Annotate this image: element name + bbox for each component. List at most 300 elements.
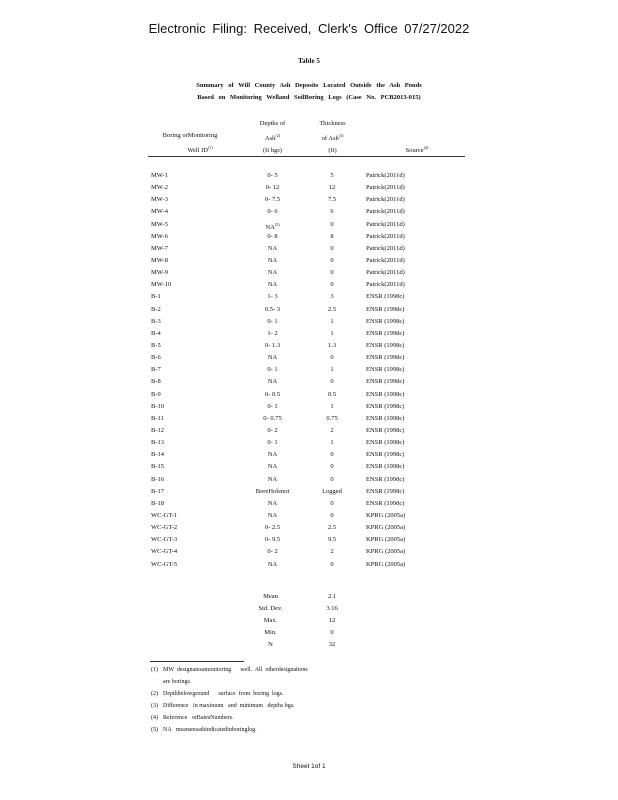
ash-depth-cell-text: NA bbox=[267, 256, 278, 264]
boring-id-cell-text: MW-3 bbox=[151, 196, 168, 204]
source-cell bbox=[366, 328, 404, 340]
source-cell-text: ENSR (1998c) bbox=[366, 475, 405, 483]
boring-id-cell-text: B-12 bbox=[151, 426, 164, 434]
ash-depth-cell-text: NA bbox=[267, 475, 278, 483]
source-cell-text: ENSR (1998c) bbox=[366, 329, 405, 337]
ash-depth-cell-text: NA bbox=[267, 451, 278, 459]
ash-thickness-cell bbox=[312, 267, 352, 279]
boring-id-cell-text: B-13 bbox=[151, 439, 164, 447]
stat-label: Min. bbox=[264, 629, 277, 637]
boring-id-cell bbox=[151, 449, 164, 461]
ash-depth-cell bbox=[250, 243, 295, 255]
source-cell-text: KPRG (2005a) bbox=[366, 560, 406, 568]
ash-depth-cell bbox=[250, 304, 295, 316]
ash-depth-cell-text: 0- 0.5 bbox=[264, 390, 281, 398]
ash-depth-cell-text: NA bbox=[267, 354, 278, 362]
boring-id-cell bbox=[151, 559, 177, 571]
source-cell bbox=[366, 376, 404, 388]
source-cell bbox=[366, 401, 404, 413]
col-header-thick-line1: Thickness bbox=[319, 120, 346, 127]
source-cell bbox=[366, 486, 404, 498]
boring-id-cell bbox=[151, 328, 161, 340]
boring-id-cell-text: MW-7 bbox=[151, 244, 168, 252]
ash-thickness-cell-text: 2.5 bbox=[327, 305, 337, 313]
boring-id-cell-text: WC-GT-5 bbox=[151, 560, 178, 568]
source-cell bbox=[366, 352, 404, 364]
ash-depth-cell-text: BoreHolenot bbox=[255, 487, 290, 495]
boring-id-cell-text: MW-6 bbox=[151, 232, 168, 240]
source-cell bbox=[366, 304, 404, 316]
ash-thickness-cell-text: 3 bbox=[330, 293, 334, 301]
stat-label: Mean bbox=[263, 593, 278, 600]
stat-value: 3.16 bbox=[326, 605, 338, 613]
ash-depth-cell-text: 0- 6 bbox=[267, 208, 278, 216]
footnote-text: Difference in maximum and minimum depths bgs. bbox=[163, 703, 295, 709]
ash-thickness-cell-text: 1 bbox=[330, 439, 334, 447]
ash-thickness-cell bbox=[312, 206, 352, 218]
boring-id-cell bbox=[151, 401, 164, 413]
boring-id-cell-text: MW-5 bbox=[151, 220, 168, 228]
stat-value: 32 bbox=[328, 641, 336, 649]
source-cell-text: ENSR (1998c) bbox=[366, 487, 405, 495]
ash-thickness-cell-text: 0 bbox=[330, 451, 334, 459]
ash-thickness-cell-text: 0 bbox=[330, 281, 334, 289]
boring-id-cell-text: MW-4 bbox=[151, 208, 168, 216]
ash-thickness-cell bbox=[312, 255, 352, 267]
ash-thickness-cell-text: 0 bbox=[330, 463, 334, 471]
footnote-continuation: are borings. bbox=[163, 679, 192, 685]
boring-id-cell bbox=[151, 437, 164, 449]
source-cell-text: KPRG (2005a) bbox=[366, 511, 406, 519]
ash-depth-cell-text: 0- 2.5 bbox=[264, 524, 281, 532]
ash-thickness-cell-text: 1 bbox=[330, 402, 334, 410]
source-cell bbox=[366, 279, 405, 291]
boring-id-cell bbox=[151, 243, 168, 255]
footnote-ref-4: (4) bbox=[423, 145, 429, 150]
ash-thickness-cell bbox=[312, 231, 352, 243]
ash-thickness-cell-text: 0 bbox=[330, 256, 334, 264]
ash-depth-cell bbox=[250, 267, 295, 279]
ash-thickness-cell bbox=[312, 170, 352, 182]
footnote-ref-3: (3) bbox=[338, 133, 344, 138]
source-cell bbox=[366, 170, 405, 182]
boring-id-cell-text: B-18 bbox=[151, 499, 164, 507]
ash-depth-cell-text: NA bbox=[267, 378, 278, 386]
ash-thickness-cell-text: 7.5 bbox=[327, 196, 337, 204]
ash-thickness-cell bbox=[312, 413, 352, 425]
col-header-depth-line2: Ash bbox=[264, 135, 276, 143]
boring-id-cell bbox=[151, 267, 168, 279]
ash-thickness-cell-text: 0 bbox=[330, 499, 334, 507]
boring-id-cell bbox=[151, 534, 177, 546]
ash-thickness-cell bbox=[312, 474, 352, 486]
col-header-source-label: Source bbox=[405, 147, 424, 155]
source-cell-text: ENSR (1998c) bbox=[366, 439, 405, 447]
ash-depth-cell bbox=[250, 461, 295, 473]
source-cell-text: Patrick(2011d) bbox=[366, 196, 405, 204]
footnote bbox=[151, 712, 411, 724]
col-header-boring-line2: Well ID bbox=[187, 147, 208, 155]
boring-id-cell bbox=[151, 170, 168, 182]
boring-id-cell-text: B-9 bbox=[151, 390, 161, 398]
ash-depth-cell-text: 0- 1 bbox=[267, 317, 278, 325]
ash-depth-cell bbox=[250, 255, 295, 267]
ash-depth-cell bbox=[250, 546, 295, 558]
source-cell bbox=[366, 425, 404, 437]
ash-thickness-cell bbox=[312, 389, 352, 401]
ash-thickness-cell-text: 2.5 bbox=[327, 524, 337, 532]
ash-thickness-cell-text: 0 bbox=[330, 354, 334, 362]
ash-thickness-cell bbox=[312, 425, 352, 437]
footnote bbox=[151, 700, 411, 712]
source-cell bbox=[366, 182, 405, 194]
source-cell bbox=[366, 194, 405, 206]
source-cell bbox=[366, 510, 405, 522]
col-header-thick-line3: (ft) bbox=[328, 147, 337, 155]
ash-depth-cell bbox=[250, 425, 295, 437]
ash-depth-cell bbox=[250, 340, 295, 352]
ash-thickness-cell bbox=[312, 498, 352, 510]
source-cell bbox=[366, 364, 404, 376]
ash-thickness-cell-text: 5 bbox=[330, 172, 334, 179]
source-cell bbox=[366, 498, 404, 510]
boring-id-cell-text: B-17 bbox=[151, 487, 164, 495]
boring-id-cell-text: WC-GT-2 bbox=[151, 524, 178, 532]
ash-depth-cell bbox=[250, 389, 295, 401]
ash-depth-cell-text: 0- 12 bbox=[265, 184, 280, 192]
boring-id-cell-text: B-15 bbox=[151, 463, 164, 471]
boring-id-cell bbox=[151, 182, 168, 194]
boring-id-cell bbox=[151, 522, 177, 534]
source-cell bbox=[366, 255, 405, 267]
source-cell bbox=[366, 449, 404, 461]
ash-thickness-cell bbox=[312, 437, 352, 449]
ash-depth-cell bbox=[250, 534, 295, 546]
ash-depth-cell bbox=[250, 316, 295, 328]
ash-depth-cell-text: 1- 2 bbox=[267, 329, 278, 337]
source-cell bbox=[366, 522, 405, 534]
ash-thickness-cell bbox=[312, 486, 352, 498]
filing-header: Electronic Filing: Received, Clerk's Office 07/27/2022 bbox=[148, 21, 470, 36]
ash-thickness-cell bbox=[312, 352, 352, 364]
ash-thickness-cell-text: 2 bbox=[330, 426, 334, 434]
boring-id-cell-text: B-2 bbox=[151, 305, 161, 313]
ash-thickness-cell bbox=[312, 182, 352, 194]
ash-depth-cell-text: NA bbox=[267, 244, 278, 252]
boring-id-cell bbox=[151, 498, 164, 510]
ash-depth-cell bbox=[250, 206, 295, 218]
boring-id-cell bbox=[151, 510, 177, 522]
col-header-boring bbox=[150, 130, 230, 157]
ash-thickness-cell-text: 2 bbox=[330, 548, 334, 556]
ash-depth-cell bbox=[250, 231, 295, 243]
footnote bbox=[151, 724, 411, 736]
footnote bbox=[151, 688, 411, 700]
ash-depth-cell bbox=[250, 510, 295, 522]
ash-depth-cell bbox=[250, 559, 295, 571]
boring-id-cell-text: WC-GT-4 bbox=[151, 548, 178, 556]
table-title: Table 5 bbox=[298, 57, 320, 65]
boring-id-cell-text: B-8 bbox=[151, 378, 161, 386]
boring-id-cell bbox=[151, 389, 161, 401]
stat-value: 12 bbox=[328, 617, 336, 625]
source-cell-text: ENSR (1998c) bbox=[366, 366, 405, 374]
source-cell-text: ENSR (1998c) bbox=[366, 451, 405, 459]
ash-thickness-cell-text: 6 bbox=[330, 208, 334, 216]
source-cell-text: KPRG (2005a) bbox=[366, 536, 406, 544]
ash-depth-cell bbox=[250, 522, 295, 534]
col-header-depth-line3: (ft bgs) bbox=[263, 147, 282, 155]
col-header-boring-line1: Boring orMonitoring bbox=[162, 132, 218, 139]
ash-thickness-cell-text: 1 bbox=[330, 317, 334, 325]
boring-id-cell-text: MW-10 bbox=[151, 281, 172, 289]
boring-id-cell bbox=[151, 364, 161, 376]
boring-id-cell bbox=[151, 206, 168, 218]
ash-thickness-cell bbox=[312, 376, 352, 388]
ash-depth-cell-text: 0- 0.75 bbox=[263, 414, 282, 422]
ash-thickness-cell-text: 0.75 bbox=[326, 414, 338, 422]
ash-thickness-cell bbox=[312, 559, 352, 571]
col-header-depth-line1: Depths of bbox=[259, 120, 286, 127]
ash-thickness-cell bbox=[312, 291, 352, 303]
boring-id-cell bbox=[151, 291, 161, 303]
ash-thickness-cell bbox=[312, 340, 352, 352]
source-cell-text: ENSR (1998c) bbox=[366, 402, 405, 410]
ash-depth-cell bbox=[250, 376, 295, 388]
boring-id-cell bbox=[151, 425, 164, 437]
boring-id-cell-text: B-3 bbox=[151, 317, 161, 325]
source-cell-text: ENSR (1998c) bbox=[366, 341, 405, 349]
source-cell-text: Patrick(2011d) bbox=[366, 281, 405, 289]
ash-thickness-cell bbox=[312, 364, 352, 376]
ash-thickness-cell bbox=[312, 194, 352, 206]
boring-id-cell bbox=[151, 461, 164, 473]
stat-label: Std. Dev. bbox=[258, 605, 283, 613]
ash-depth-cell-text: 0- 9.5 bbox=[264, 536, 281, 544]
table-subtitle-line1: Summary of Will County Ash Deposits Located Outside the Ash Ponds bbox=[196, 82, 422, 89]
ash-depth-cell bbox=[250, 364, 295, 376]
ash-depth-cell bbox=[250, 437, 295, 449]
boring-id-cell bbox=[151, 279, 171, 291]
ash-thickness-cell bbox=[312, 304, 352, 316]
ash-thickness-cell bbox=[312, 546, 352, 558]
col-header-thick-line2: of Ash bbox=[321, 135, 339, 143]
source-cell-text: Patrick(2011d) bbox=[366, 244, 405, 252]
ash-thickness-cell-text: 0 bbox=[330, 269, 334, 277]
ash-thickness-cell-text: 1.3 bbox=[327, 341, 337, 349]
source-cell-text: ENSR (1998c) bbox=[366, 354, 405, 362]
ash-thickness-cell bbox=[312, 534, 352, 546]
boring-id-cell-text: B-10 bbox=[151, 402, 164, 410]
source-cell-text: ENSR (1998c) bbox=[366, 499, 405, 507]
source-cell bbox=[366, 546, 405, 558]
source-cell bbox=[366, 559, 405, 571]
boring-id-cell bbox=[151, 486, 164, 498]
boring-id-cell-text: MW-2 bbox=[151, 184, 168, 192]
table-subtitle-line2: Based on Monitoring Welland SoilBoring Logs (Case No. PCB2013-015) bbox=[197, 94, 421, 101]
source-cell bbox=[366, 437, 404, 449]
ash-thickness-cell bbox=[312, 219, 352, 231]
source-cell bbox=[366, 316, 404, 328]
source-cell bbox=[366, 291, 404, 303]
ash-thickness-cell-text: 9.5 bbox=[327, 536, 337, 544]
ash-depth-cell bbox=[250, 279, 295, 291]
ash-depth-cell-text: 0- 7.5 bbox=[264, 196, 281, 204]
ash-thickness-cell-text: 0 bbox=[330, 560, 334, 568]
ash-thickness-cell-text: 0 bbox=[330, 220, 334, 228]
source-cell bbox=[366, 461, 404, 473]
boring-id-cell-text: B-1 bbox=[151, 293, 161, 301]
ash-depth-cell-text: NA bbox=[265, 223, 275, 231]
boring-id-cell-text: MW-1 bbox=[151, 172, 168, 179]
source-cell-text: Patrick(2011d) bbox=[366, 256, 405, 264]
footnotes bbox=[151, 664, 411, 736]
boring-id-cell bbox=[151, 340, 161, 352]
ash-depth-cell bbox=[250, 401, 295, 413]
ash-depth-cell bbox=[250, 291, 295, 303]
ash-depth-cell bbox=[250, 449, 295, 461]
col-header-thickness bbox=[310, 118, 355, 157]
ash-thickness-cell bbox=[312, 449, 352, 461]
source-cell bbox=[366, 340, 404, 352]
ash-depth-cell bbox=[250, 486, 295, 498]
footnote-text: NA meansnoashindicatedinboringlog. bbox=[163, 727, 257, 733]
ash-thickness-cell-text: 12 bbox=[328, 184, 336, 192]
footnote-number: (4) bbox=[151, 715, 158, 721]
footnote-ref-1: (1) bbox=[207, 145, 213, 150]
ash-thickness-cell-text: 0 bbox=[330, 244, 334, 252]
ash-depth-cell bbox=[250, 413, 295, 425]
ash-thickness-cell bbox=[312, 522, 352, 534]
boring-id-cell-text: B-6 bbox=[151, 354, 161, 362]
ash-thickness-cell bbox=[312, 279, 352, 291]
source-cell-text: ENSR (1998c) bbox=[366, 293, 405, 301]
ash-thickness-cell bbox=[312, 243, 352, 255]
ash-thickness-cell-text: 0.5 bbox=[327, 390, 337, 398]
ash-depth-cell-text: 0- 1 bbox=[267, 366, 278, 374]
ash-depth-cell bbox=[250, 498, 295, 510]
ash-thickness-cell bbox=[312, 316, 352, 328]
boring-id-cell bbox=[151, 376, 161, 388]
ash-depth-cell-text: 0- 1 bbox=[267, 439, 278, 447]
ash-depth-cell-text: 0- 8 bbox=[267, 232, 278, 240]
source-cell-text: ENSR (1998c) bbox=[366, 414, 405, 422]
footnote-ref-2: (2) bbox=[275, 133, 281, 138]
page-footer: Sheet 1of 1 bbox=[292, 763, 326, 770]
boring-id-cell-text: B-11 bbox=[151, 414, 164, 422]
footnote-number: (2) bbox=[151, 691, 158, 697]
boring-id-cell bbox=[151, 352, 161, 364]
source-cell-text: Patrick(2011d) bbox=[366, 220, 405, 228]
ash-thickness-cell-text: 0 bbox=[330, 475, 334, 483]
source-cell-text: Patrick(2011d) bbox=[366, 232, 405, 240]
source-cell bbox=[366, 231, 405, 243]
source-cell-text: Patrick(2011d) bbox=[366, 269, 405, 277]
stat-label: N bbox=[268, 641, 273, 649]
source-cell-text: KPRG (2005a) bbox=[366, 524, 406, 532]
boring-id-cell-text: B-14 bbox=[151, 451, 164, 459]
source-cell bbox=[366, 206, 405, 218]
source-cell-text: ENSR (1998c) bbox=[366, 378, 405, 386]
ash-thickness-cell-text: 1 bbox=[330, 329, 334, 337]
ash-depth-cell-text: 0- 1.3 bbox=[264, 341, 281, 349]
ash-depth-cell bbox=[250, 170, 295, 182]
boring-id-cell bbox=[151, 546, 177, 558]
boring-id-cell-text: B-7 bbox=[151, 366, 161, 374]
ash-depth-cell bbox=[250, 474, 295, 486]
ash-depth-cell bbox=[250, 352, 295, 364]
ash-thickness-cell-text: Logged bbox=[322, 487, 342, 495]
ash-depth-cell-text: 0- 2 bbox=[267, 548, 278, 556]
footnote-number: (5) bbox=[151, 727, 158, 733]
source-cell-text: ENSR (1998c) bbox=[366, 305, 405, 313]
stat-value: 0 bbox=[330, 629, 334, 637]
ash-depth-cell-text: 0- 2 bbox=[267, 426, 278, 434]
footnote-ref-5: (5) bbox=[274, 221, 280, 227]
boring-id-cell bbox=[151, 304, 161, 316]
boring-id-cell-text: B-16 bbox=[151, 475, 164, 483]
ash-depth-cell-text: NA bbox=[267, 560, 278, 568]
boring-id-cell bbox=[151, 219, 168, 231]
ash-depth-cell bbox=[250, 194, 295, 206]
footnote-number: (3) bbox=[151, 703, 158, 709]
boring-id-cell-text: B-5 bbox=[151, 341, 161, 349]
boring-id-cell bbox=[151, 255, 168, 267]
source-cell bbox=[366, 267, 405, 279]
boring-id-cell bbox=[151, 316, 161, 328]
source-cell bbox=[366, 219, 405, 231]
ash-depth-cell-text: 1- 3 bbox=[267, 293, 278, 301]
ash-depth-cell-text: NA bbox=[267, 511, 278, 519]
boring-id-cell-text: MW-9 bbox=[151, 269, 168, 277]
boring-id-cell-text: WC-GT-3 bbox=[151, 536, 178, 544]
boring-id-cell bbox=[151, 194, 168, 206]
ash-depth-cell-text: NA bbox=[267, 281, 278, 289]
footnote bbox=[151, 664, 411, 676]
source-cell bbox=[366, 474, 404, 486]
footnote-text: Depthbelowground surface from boring logs. bbox=[163, 691, 284, 697]
source-cell-text: Patrick(2011d) bbox=[366, 184, 405, 192]
source-cell bbox=[366, 243, 405, 255]
ash-depth-cell-text: NA bbox=[267, 269, 278, 277]
ash-depth-cell bbox=[250, 182, 295, 194]
col-header-depth bbox=[245, 118, 300, 157]
boring-id-cell bbox=[151, 474, 164, 486]
footnote-rule bbox=[150, 661, 244, 662]
boring-id-cell bbox=[151, 231, 168, 243]
ash-thickness-cell bbox=[312, 328, 352, 340]
source-cell bbox=[366, 413, 404, 425]
source-cell-text: Patrick(2011d) bbox=[366, 172, 405, 179]
ash-depth-cell-text: NA bbox=[267, 463, 278, 471]
ash-depth-cell-text: 0- 1 bbox=[267, 402, 278, 410]
col-header-source bbox=[392, 142, 442, 157]
ash-thickness-cell-text: 8 bbox=[330, 232, 334, 240]
ash-thickness-cell-text: 0 bbox=[330, 378, 334, 386]
source-cell-text: ENSR (1998c) bbox=[366, 463, 405, 471]
ash-thickness-cell bbox=[312, 461, 352, 473]
ash-thickness-cell-text: 0 bbox=[330, 511, 334, 519]
stat-label: Max. bbox=[263, 617, 278, 625]
source-cell-text: Patrick(2011d) bbox=[366, 208, 405, 216]
source-cell-text: ENSR (1998c) bbox=[366, 317, 405, 325]
boring-id-cell-text: WC-GT-1 bbox=[151, 511, 178, 519]
footnote-text: Reference orBatesNumbers. bbox=[163, 715, 234, 721]
ash-thickness-cell bbox=[312, 401, 352, 413]
boring-id-cell-text: B-4 bbox=[151, 329, 161, 337]
source-cell bbox=[366, 534, 405, 546]
ash-thickness-cell bbox=[312, 510, 352, 522]
